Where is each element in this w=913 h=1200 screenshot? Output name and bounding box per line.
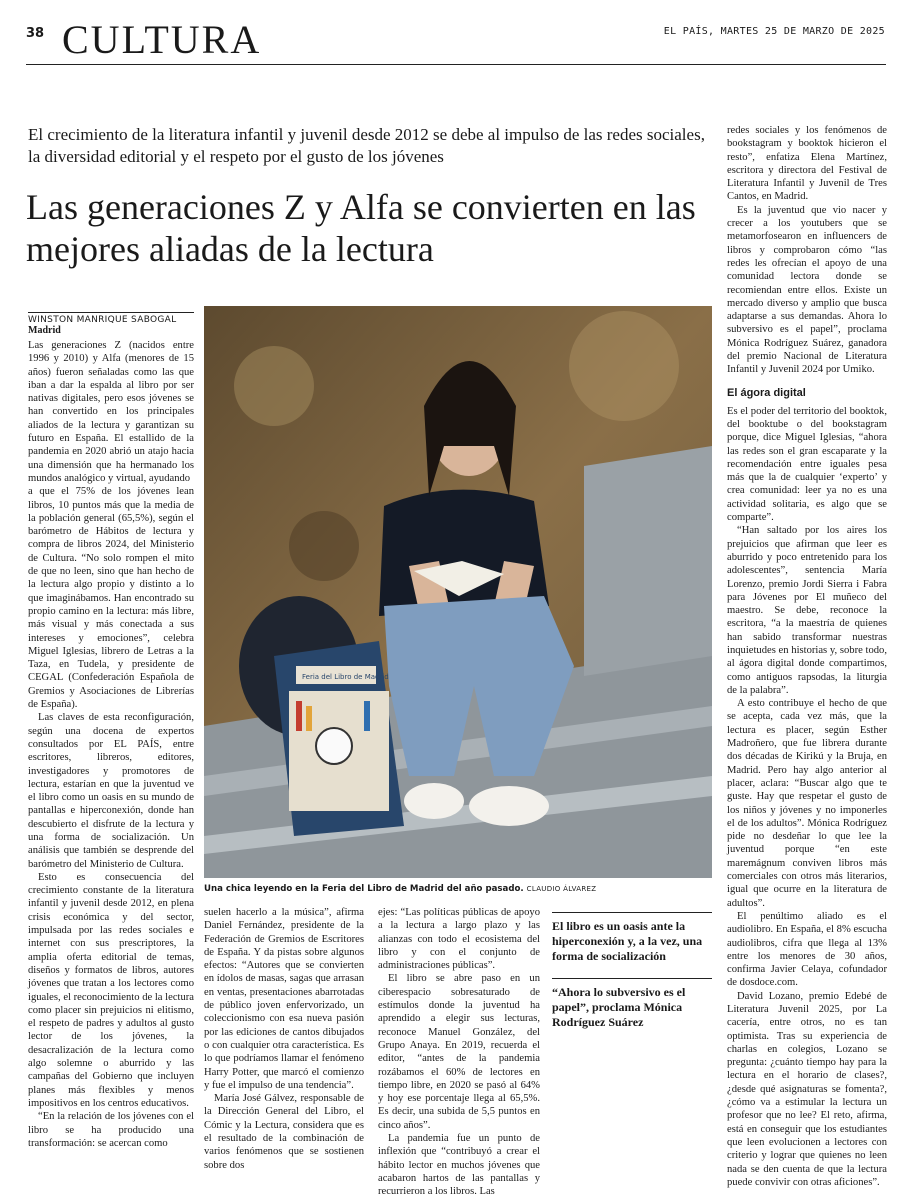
pull-quote: “Ahora lo subversivo es el papel”, proclama Mónica Rodríguez Suárez	[552, 985, 686, 1029]
paragraph: La pandemia fue un punto de inflexión que “contribuyó a crear el hábito lector en muchos jóvenes que acabaron hartos de las pantallas y recurrieron a los libros. Las	[378, 1133, 540, 1198]
paragraph: A esto contribuye el hecho de que se acepta, cada vez más, que la lectura es placer, según Esther Madroñero, que fue librera durante dos décadas de Kirikú y la Bruja, en Madrid. Pero hay algo anterior al placer, aclara: “Buscar algo que te guste. Hay que respetar el gusto de los niños y jóvenes y no imponerles el de los adultos”. Mónica Rodríguez pide no desdeñar lo que lee la juventud porque “en este maremágnum conviven libros más comerciales con otros más literarios, igual que ocurre en la literatura de adultos”.	[727, 698, 887, 909]
city: Madrid	[28, 325, 61, 336]
paragraph: Es la juventud que vio nacer y crecer a los youtubers que se metamorfosearon en influencers de libros y comprobaron cómo “las redes les ofrecían el apoyo de una comunidad lectora donde se recomiendan entre ellos. Existe un mercado diverso y amplio que busca adaptarse a sus demandas. Ahora lo subversivo es el papel”, proclama Mónica Rodríguez Suárez, ganadora del premio Nacional de Literatura Infantil y Juvenil 2024 por Umiko.	[727, 204, 887, 376]
column-5	[727, 124, 887, 1189]
paragraph: ejes: “Las políticas públicas de apoyo a la lectura a largo plazo y las alianzas con todo el ecosistema del libro y con el conjunto de administraciones públicas”.	[378, 907, 540, 972]
paragraph: Las claves de esta reconfiguración, según una docena de expertos consultados por EL PAÍS, entre escritores, libreros, editores, investigadores y promotores de lectura, estarían en que la juventud ve el libro como un oasis en su mundo de pantallas e hiperconexión, donde han descubierto el disfrute de la lectura y una forma de socialización. Un análisis que también se desprende del barómetro del Ministerio de Cultura.	[28, 712, 194, 870]
pull-rule	[552, 912, 712, 913]
article-photo	[204, 306, 712, 878]
paragraph: redes sociales y los fenómenos de bookstagram y booktok hicieron el resto”, enfatiza Elena Martínez, escritora y directora del Festival de Literatura Infantil y Juvenil de Tres Cantos, en Madrid.	[727, 125, 887, 203]
header-rule	[26, 64, 886, 65]
dateline: EL PAÍS, MARTES 25 DE MARZO DE 2025	[663, 26, 885, 37]
column-2	[204, 906, 364, 1172]
column-3	[378, 906, 540, 1199]
subhead: El ágora digital	[727, 386, 806, 399]
column-1	[28, 312, 194, 1150]
paragraph: “Han saltado por los aires los prejuicios que afirman que leer es aburrido y poco entretenido para los adolescentes”, sentencia María Lorenzo, premio Jordi Sierra i Fabra para Jóvenes por El muñeco del maestro. Se debe, reconoce la escritora, “a la maestría de quienes han sabido transformar nuestras inquietudes en historias y, sobre todo, al ágora digital donde compartimos, como antiguos rapsodas, la liturgia de la palabra”.	[727, 525, 887, 696]
caption-text: Una chica leyendo en la Feria del Libro de Madrid del año pasado.	[204, 884, 524, 894]
paragraph: Es el poder del territorio del booktok, del booktube o del bookstagram porque, dice Miguel Iglesias, “ahora las redes son el gran escaparate y la recomendación entre iguales pesa más que la de cualquier ‘experto’ y crea comunidad: leer ya no es una actividad solitaria, es algo que se comparte”.	[727, 405, 887, 524]
paragraph: “En la relación de los jóvenes con el libro se ha producido una transformación: se acercan como	[28, 1111, 194, 1149]
pull-quote: El libro es un oasis ante la hiperconexión y, a la vez, una forma de socialización	[552, 919, 703, 963]
byline-rule	[28, 312, 194, 313]
byline: WINSTON MANRIQUE SABOGAL	[28, 315, 177, 325]
pull-rule	[552, 978, 712, 979]
photo-illustration	[204, 306, 712, 878]
section-title: CULTURA	[62, 17, 262, 62]
paragraph: a que el 75% de los jóvenes lean libros, 10 puntos más que la media de la población general (65,5%), según el barómetro de Hábitos de lectura y compra de libros 2024, del Ministerio de Cultura. “No solo rompen el mito de que no leen, sino que han hecho de la lectura algo propio y distinto a lo que imaginábamos. Han encontrado su propio camino en la lectura: más libre, más visual y más conectada a sus intereses y emociones”, celebra Miguel Iglesias, librero de Letras a la Taza, en Tudela, y presidente de CEGAL (Confederación Española de Gremios y Asociaciones de Librerías de España).	[28, 486, 194, 711]
pull-quote-block	[552, 912, 712, 1030]
paragraph: Esto es consecuencia del crecimiento constante de la literatura infantil y juvenil desde 2012, en plena crisis económica y del sector, impulsada por las redes sociales e internet con sus prescriptores, la amplia oferta editorial de temas, diseños y formatos de libros, autores jóvenes que tratan a los lectores como iguales, el reconocimiento de la lectura como placer sin prejuicios ni elitismo, el respeto de padres y adultos al gusto lector de los jóvenes, la desacralización de la lectura como algo solemne o aburrido y las campañas del Gobierno que incluyen planes más flexibles y menos impositivos en los centros educativos.	[28, 871, 194, 1109]
article-subtitle: El crecimiento de la literatura infantil y juvenil desde 2012 se debe al impulso de las redes sociales, la diversidad editorial y el respeto por el gusto de los jóvenes	[28, 125, 705, 166]
photo-credit: CLAUDIO ÁLVAREZ	[526, 885, 597, 893]
page-number: 38	[26, 26, 45, 41]
paragraph: Las generaciones Z (nacidos entre 1996 y 2010) y Alfa (menores de 15 años) fueron señaladas como las que iban a dar la espalda al libro por ser nativas digitales, pero esos jóvenes se han convertido en los principales aliados de la lectura y garantizan su futuro en España. El estallido de la pandemia en 2020 abrió un atajo hacia una dimensión que ha hermanado los mundos analógico y virtual, ayudando	[28, 340, 194, 484]
paragraph: María José Gálvez, responsable de la Dirección General del Libro, el Cómic y la Lectura, considera que es el resultado de la combinación de varios fenómenos que se sostienen sobre dos	[204, 1093, 364, 1171]
paragraph: David Lozano, premio Edebé de Literatura Juvenil 2025, por La cacería, entre otros, no es tan optimista. Tras su experiencia de charlas en colegios, Lozano se pregunta: ¿cuánto tiempo hay para la lectura en el horario de clases?, ¿desde qué asignaturas se fomenta?, ¿cómo va a estimular la lectura un profesor que no lee? El reto, afirma, está en conseguir que los estudiantes que leen evolucionen a lectores con criterio y lograr que quienes no leen nada se den cuenta de que la lectura puede convivir con otras aficiones”.	[727, 990, 887, 1188]
paragraph: suelen hacerlo a la música”, afirma Daniel Fernández, presidente de la Federación de Gremios de Escritores de España. Y da pistas sobre algunos efectos: “Autores que se convierten en ídolos de masas, sagas que arrasan en ventas, presentaciones abarrotadas de público joven enfervorizado, un coleccionismo con esa nueva pasión por las ediciones de cantos dibujados o con cualquier otra característica. Es lo que podríamos llamar el fenómeno Harry Potter, que marcó el comienzo y fue el impulso de una tendencia”.	[204, 907, 364, 1091]
article-headline: Las generaciones Z y Alfa se convierten en las mejores aliadas de la lectura	[26, 187, 696, 269]
paragraph: El penúltimo aliado es el audiolibro. En España, el 8% escucha audiolibros, cifra que llega al 13% entre los menores de 30 años, confirma Javier Celaya, cofundador de dosdoce.com.	[727, 910, 887, 989]
paragraph: El libro se abre paso en un ciberespacio sobresaturado de estímulos donde la juventud ha aprendido a elegir sus lecturas, reconoce Manuel González, del Grupo Anaya. En 2019, recuerda el editor, “antes de la pandemia rozábamos el 60% de lectores en tiempo libre, en 2020 se pasó al 64% y hoy ese porcentaje llega al 65,5%. Es decir, una subida de 5,5 puntos en cinco años”.	[378, 973, 540, 1131]
photo-caption	[204, 884, 712, 894]
bag-label: Feria del Libro de Madrid	[302, 673, 389, 681]
